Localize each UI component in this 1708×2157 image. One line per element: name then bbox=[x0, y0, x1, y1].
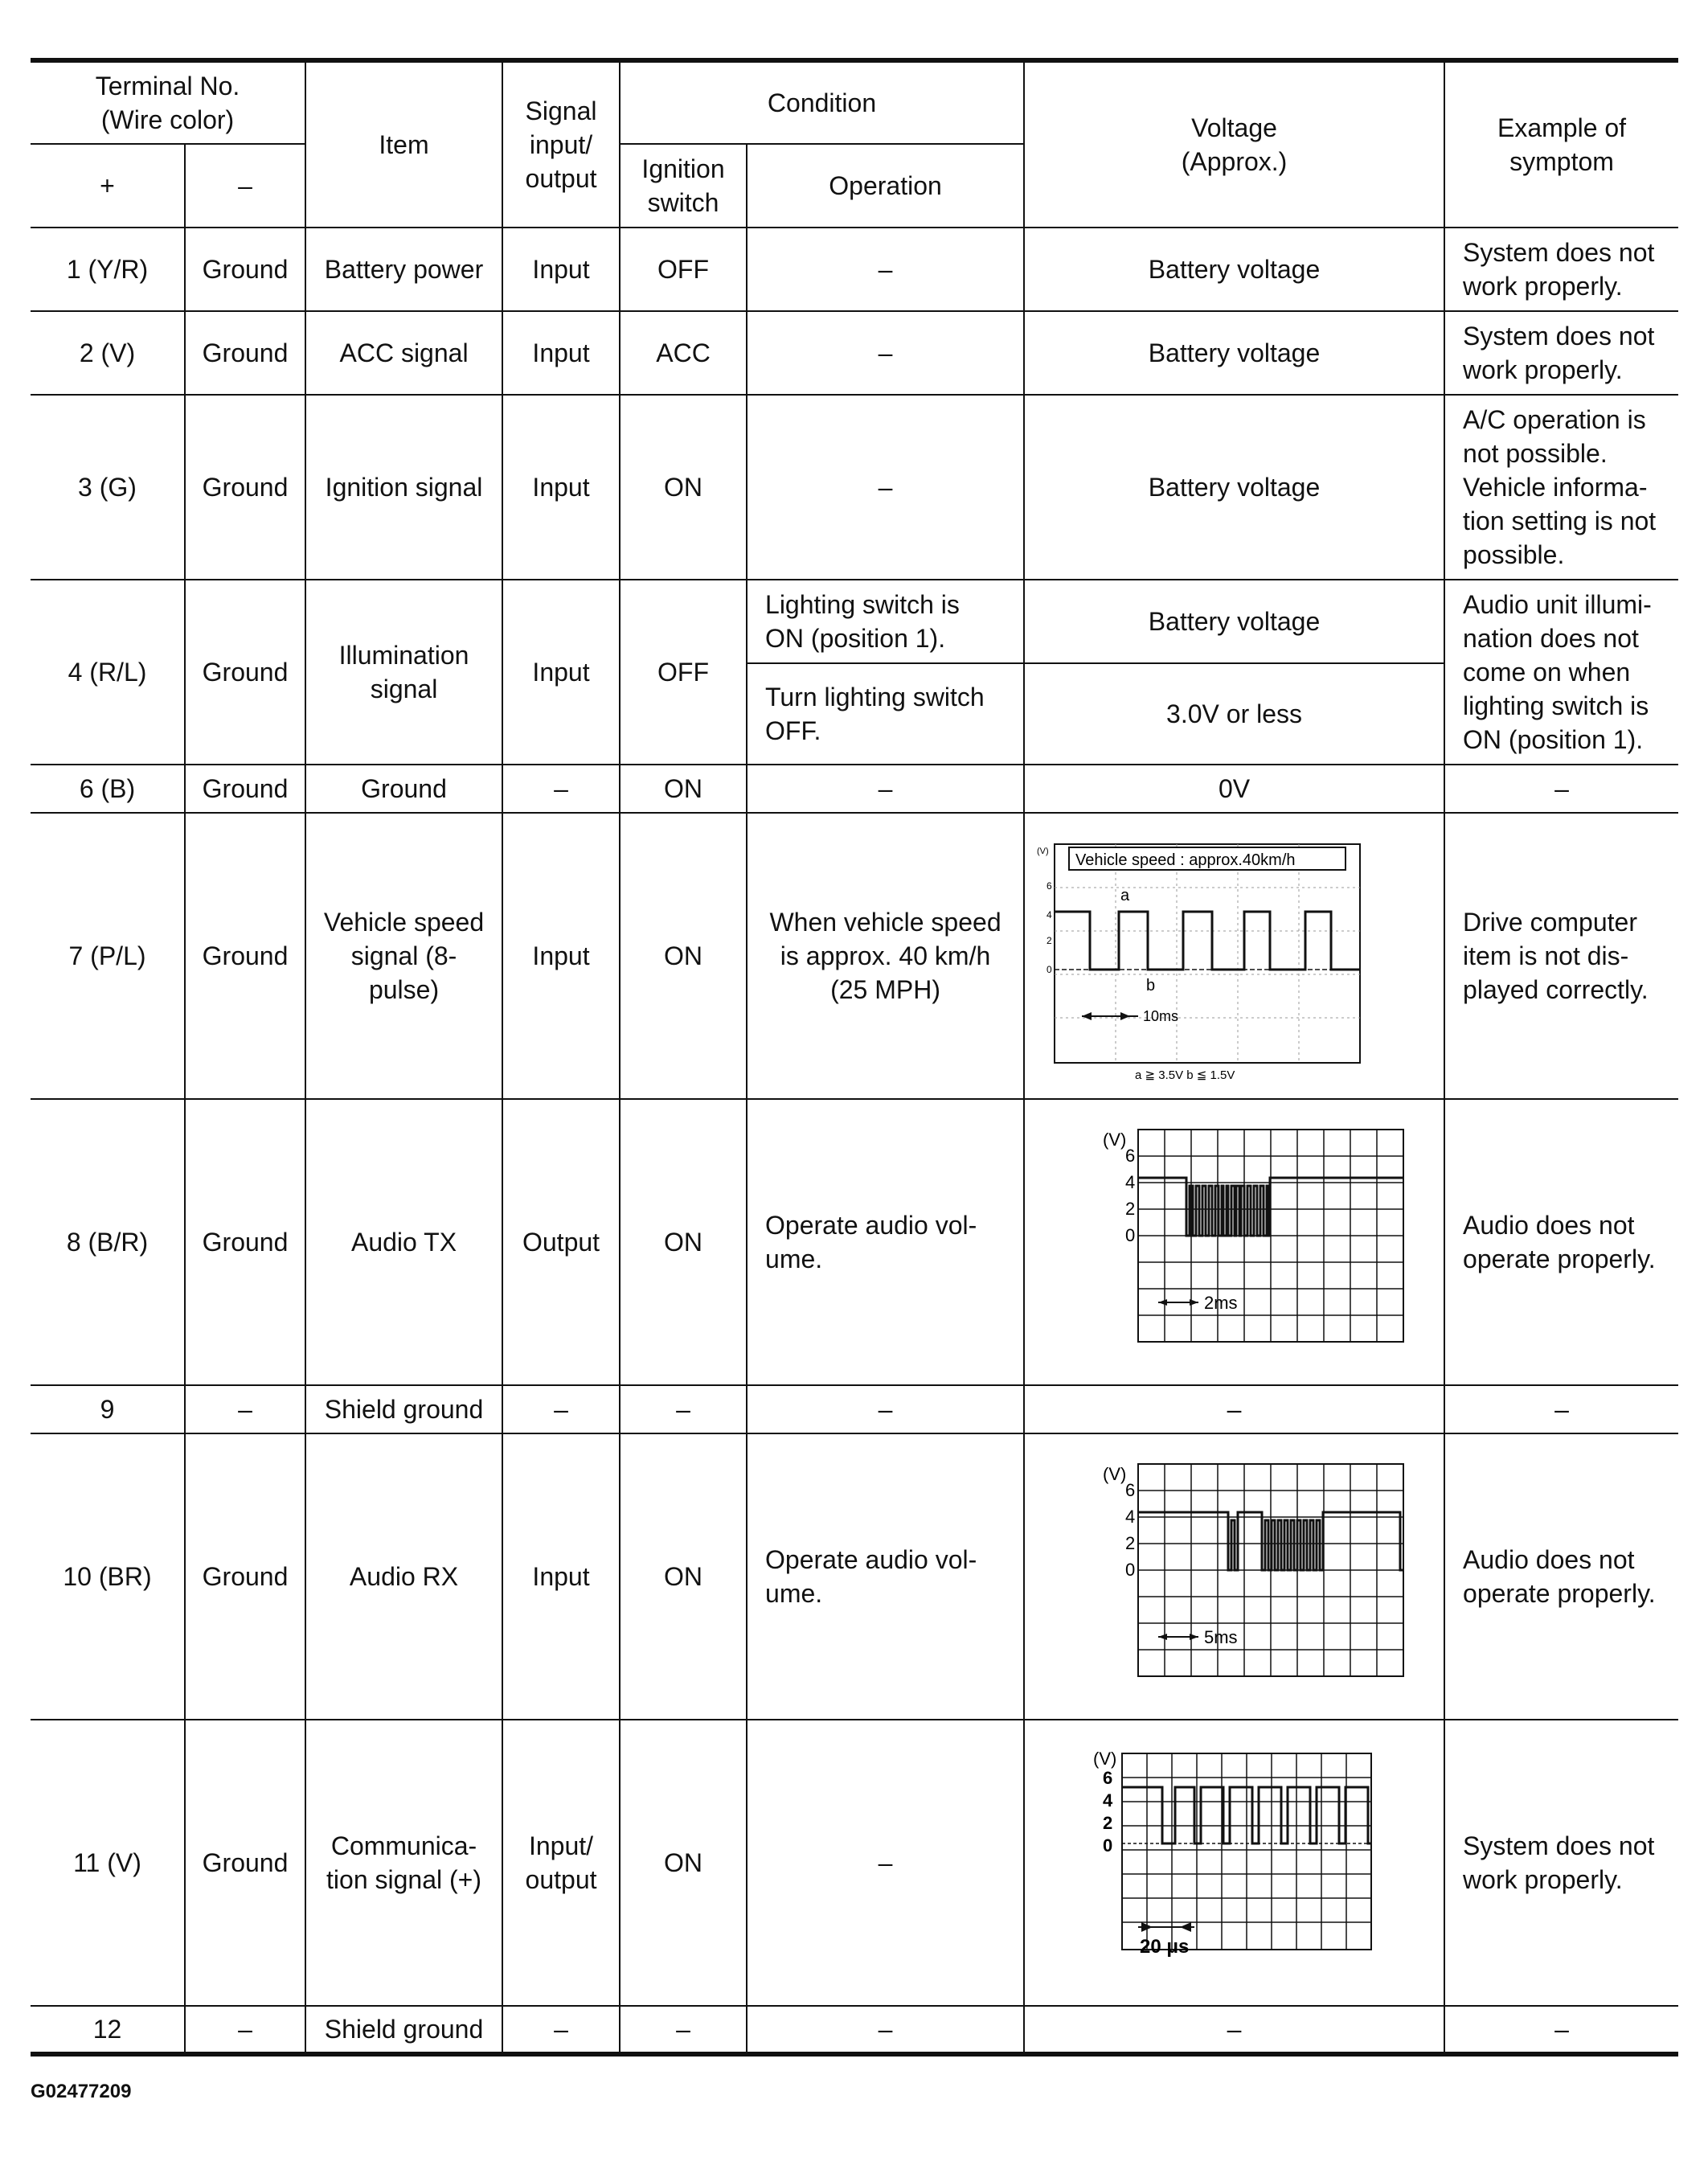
cell-plus: 2 (V) bbox=[31, 311, 185, 395]
cell-minus: Ground bbox=[185, 1433, 305, 1720]
cell-ignition: ON bbox=[620, 813, 747, 1099]
label-a: a bbox=[1120, 887, 1129, 904]
time-division-label: 20 μs bbox=[1139, 1936, 1189, 1958]
cell-item: Audio RX bbox=[305, 1433, 502, 1720]
ytick-label: 4 bbox=[1046, 909, 1052, 921]
cell-operation: – bbox=[747, 2006, 1024, 2054]
cell-minus: Ground bbox=[185, 1720, 305, 2006]
ytick-label: 4 bbox=[1124, 1172, 1135, 1192]
cell-voltage: 0V bbox=[1024, 765, 1444, 813]
cell-signal: Input bbox=[502, 1433, 620, 1720]
ytick-label: 0 bbox=[1046, 964, 1052, 975]
table-row bbox=[31, 395, 1678, 580]
waveform-unit: (V) bbox=[1036, 847, 1049, 856]
table-row bbox=[31, 813, 1678, 1099]
cell-ignition: ON bbox=[620, 765, 747, 813]
cell-voltage-waveform bbox=[1024, 1720, 1444, 2006]
cell-voltage: Battery voltage bbox=[1024, 311, 1444, 395]
cell-voltage-waveform bbox=[1024, 813, 1444, 1099]
cell-operation: – bbox=[747, 311, 1024, 395]
cell-symptom: – bbox=[1444, 1385, 1678, 1433]
cell-operation: – bbox=[747, 765, 1024, 813]
cell-operation: – bbox=[747, 395, 1024, 580]
table-row bbox=[31, 1433, 1678, 1720]
cell-item: ACC signal bbox=[305, 311, 502, 395]
cell-signal: Input bbox=[502, 228, 620, 311]
cell-symptom: Audio does not operate properly. bbox=[1444, 1433, 1678, 1720]
cell-item: Shield ground bbox=[305, 1385, 502, 1433]
cell-operation: Lighting switch is ON (position 1). bbox=[747, 580, 1024, 663]
waveform-unit: (V) bbox=[1092, 1749, 1116, 1769]
cell-voltage-2: 3.0V or less bbox=[1024, 663, 1444, 765]
figure-code: G02477209 bbox=[31, 2081, 132, 2102]
header-ignition: Ignition switch bbox=[620, 144, 747, 228]
cell-ignition: ON bbox=[620, 1433, 747, 1720]
cell-symptom: – bbox=[1444, 2006, 1678, 2054]
cell-item: Ground bbox=[305, 765, 502, 813]
table-row bbox=[31, 580, 1678, 663]
cell-symptom: – bbox=[1444, 765, 1678, 813]
cell-ignition: – bbox=[620, 2006, 747, 2054]
cell-ignition: ON bbox=[620, 1720, 747, 2006]
cell-voltage: – bbox=[1024, 2006, 1444, 2054]
cell-minus: Ground bbox=[185, 311, 305, 395]
ytick-label: 6 bbox=[1124, 1146, 1135, 1166]
cell-item: Battery power bbox=[305, 228, 502, 311]
cell-plus: 6 (B) bbox=[31, 765, 185, 813]
cell-plus: 4 (R/L) bbox=[31, 580, 185, 765]
cell-operation: – bbox=[747, 1385, 1024, 1433]
ytick-label: 2 bbox=[1124, 1533, 1135, 1553]
cell-ignition: OFF bbox=[620, 580, 747, 765]
table-row bbox=[31, 228, 1678, 311]
audio-tx-waveform bbox=[1058, 1122, 1411, 1363]
cell-signal: Output bbox=[502, 1099, 620, 1385]
cell-voltage: Battery voltage bbox=[1024, 228, 1444, 311]
cell-ignition: – bbox=[620, 1385, 747, 1433]
cell-symptom: System does not work properly. bbox=[1444, 1720, 1678, 2006]
header-minus: – bbox=[185, 144, 305, 228]
table-row bbox=[31, 1385, 1678, 1433]
cell-voltage: Battery voltage bbox=[1024, 395, 1444, 580]
cell-item: Illumination signal bbox=[305, 580, 502, 765]
cell-ignition: ON bbox=[620, 395, 747, 580]
cell-signal: Input bbox=[502, 395, 620, 580]
cell-ignition: ACC bbox=[620, 311, 747, 395]
cell-ignition: OFF bbox=[620, 228, 747, 311]
cell-symptom: Audio does not operate properly. bbox=[1444, 1099, 1678, 1385]
time-division-label: 5ms bbox=[1203, 1627, 1238, 1647]
table-row bbox=[31, 1099, 1678, 1385]
cell-plus: 8 (B/R) bbox=[31, 1099, 185, 1385]
cell-signal: Input/ output bbox=[502, 1720, 620, 2006]
cell-item: Shield ground bbox=[305, 2006, 502, 2054]
cell-item: Ignition signal bbox=[305, 395, 502, 580]
header-symptom: Example of symptom bbox=[1444, 60, 1678, 228]
cell-symptom: System does not work properly. bbox=[1444, 228, 1678, 311]
waveform-unit: (V) bbox=[1102, 1464, 1126, 1484]
ytick-label: 2 bbox=[1046, 935, 1052, 946]
cell-signal: – bbox=[502, 1385, 620, 1433]
cell-minus: Ground bbox=[185, 765, 305, 813]
cell-minus: Ground bbox=[185, 1099, 305, 1385]
cell-operation: – bbox=[747, 1720, 1024, 2006]
table-row bbox=[31, 1720, 1678, 2006]
ytick-label: 4 bbox=[1102, 1790, 1112, 1810]
cell-voltage: Battery voltage bbox=[1024, 580, 1444, 663]
cell-operation: Operate audio vol- ume. bbox=[747, 1099, 1024, 1385]
ytick-label: 6 bbox=[1124, 1480, 1135, 1500]
cell-signal: Input bbox=[502, 311, 620, 395]
time-division-label: 2ms bbox=[1203, 1293, 1238, 1313]
cell-ignition: ON bbox=[620, 1099, 747, 1385]
cell-operation: Operate audio vol- ume. bbox=[747, 1433, 1024, 1720]
cell-item: Communica- tion signal (+) bbox=[305, 1720, 502, 2006]
table-row bbox=[31, 311, 1678, 395]
cell-voltage-waveform bbox=[1024, 1099, 1444, 1385]
cell-symptom: Audio unit illumi- nation does not come on when lighting switch is ON (position 1). bbox=[1444, 580, 1678, 765]
cell-symptom: Drive computer item is not dis- played correctly. bbox=[1444, 813, 1678, 1099]
cell-voltage-waveform bbox=[1024, 1433, 1444, 1720]
cell-plus: 7 (P/L) bbox=[31, 813, 185, 1099]
cell-item: Vehicle speed signal (8- pulse) bbox=[305, 813, 502, 1099]
time-division-label: 10ms bbox=[1142, 1008, 1178, 1024]
waveform-note: a ≧ 3.5V b ≦ 1.5V bbox=[1134, 1068, 1235, 1082]
header-terminal: Terminal No. (Wire color) bbox=[31, 60, 305, 144]
cell-minus: – bbox=[185, 1385, 305, 1433]
audio-rx-waveform bbox=[1058, 1456, 1411, 1697]
ytick-label: 2 bbox=[1124, 1199, 1135, 1219]
cell-plus: 12 bbox=[31, 2006, 185, 2054]
cell-symptom: A/C operation is not possible. Vehicle informa- tion setting is not possible. bbox=[1444, 395, 1678, 580]
cell-plus: 10 (BR) bbox=[31, 1433, 185, 1720]
cell-signal: Input bbox=[502, 580, 620, 765]
cell-signal: – bbox=[502, 2006, 620, 2054]
cell-plus: 3 (G) bbox=[31, 395, 185, 580]
ytick-label: 6 bbox=[1046, 880, 1052, 892]
waveform-title: Vehicle speed : approx.40km/h bbox=[1075, 851, 1296, 869]
ytick-label: 6 bbox=[1102, 1768, 1112, 1788]
cell-minus: Ground bbox=[185, 395, 305, 580]
table-row bbox=[31, 765, 1678, 813]
header-voltage: Voltage (Approx.) bbox=[1024, 60, 1444, 228]
waveform-unit: (V) bbox=[1102, 1130, 1126, 1150]
cell-voltage: – bbox=[1024, 1385, 1444, 1433]
ytick-label: 4 bbox=[1124, 1507, 1135, 1527]
communication-signal-waveform bbox=[1066, 1742, 1403, 1983]
cell-operation: When vehicle speed is approx. 40 km/h (25 MPH) bbox=[747, 813, 1024, 1099]
cell-plus: 11 (V) bbox=[31, 1720, 185, 2006]
terminal-table bbox=[31, 58, 1678, 2057]
cell-item: Audio TX bbox=[305, 1099, 502, 1385]
ytick-label: 0 bbox=[1124, 1225, 1135, 1245]
table-row bbox=[31, 2006, 1678, 2054]
header-plus: + bbox=[31, 144, 185, 228]
header-operation: Operation bbox=[747, 144, 1024, 228]
header-signal: Signal input/ output bbox=[502, 60, 620, 228]
cell-minus: Ground bbox=[185, 813, 305, 1099]
label-b: b bbox=[1145, 977, 1155, 994]
cell-minus: Ground bbox=[185, 580, 305, 765]
ytick-label: 2 bbox=[1102, 1813, 1112, 1833]
cell-symptom: System does not work properly. bbox=[1444, 311, 1678, 395]
cell-minus: – bbox=[185, 2006, 305, 2054]
cell-minus: Ground bbox=[185, 228, 305, 311]
cell-operation: – bbox=[747, 228, 1024, 311]
header-item: Item bbox=[305, 60, 502, 228]
cell-operation-2: Turn lighting switch OFF. bbox=[747, 663, 1024, 765]
cell-signal: Input bbox=[502, 813, 620, 1099]
terminal-table-sheet bbox=[31, 58, 1678, 2057]
ytick-label: 0 bbox=[1102, 1835, 1112, 1856]
cell-plus: 9 bbox=[31, 1385, 185, 1433]
ytick-label: 0 bbox=[1124, 1560, 1135, 1580]
cell-signal: – bbox=[502, 765, 620, 813]
vehicle-speed-waveform bbox=[1026, 823, 1444, 1089]
cell-plus: 1 (Y/R) bbox=[31, 228, 185, 311]
header-condition: Condition bbox=[620, 60, 1024, 144]
